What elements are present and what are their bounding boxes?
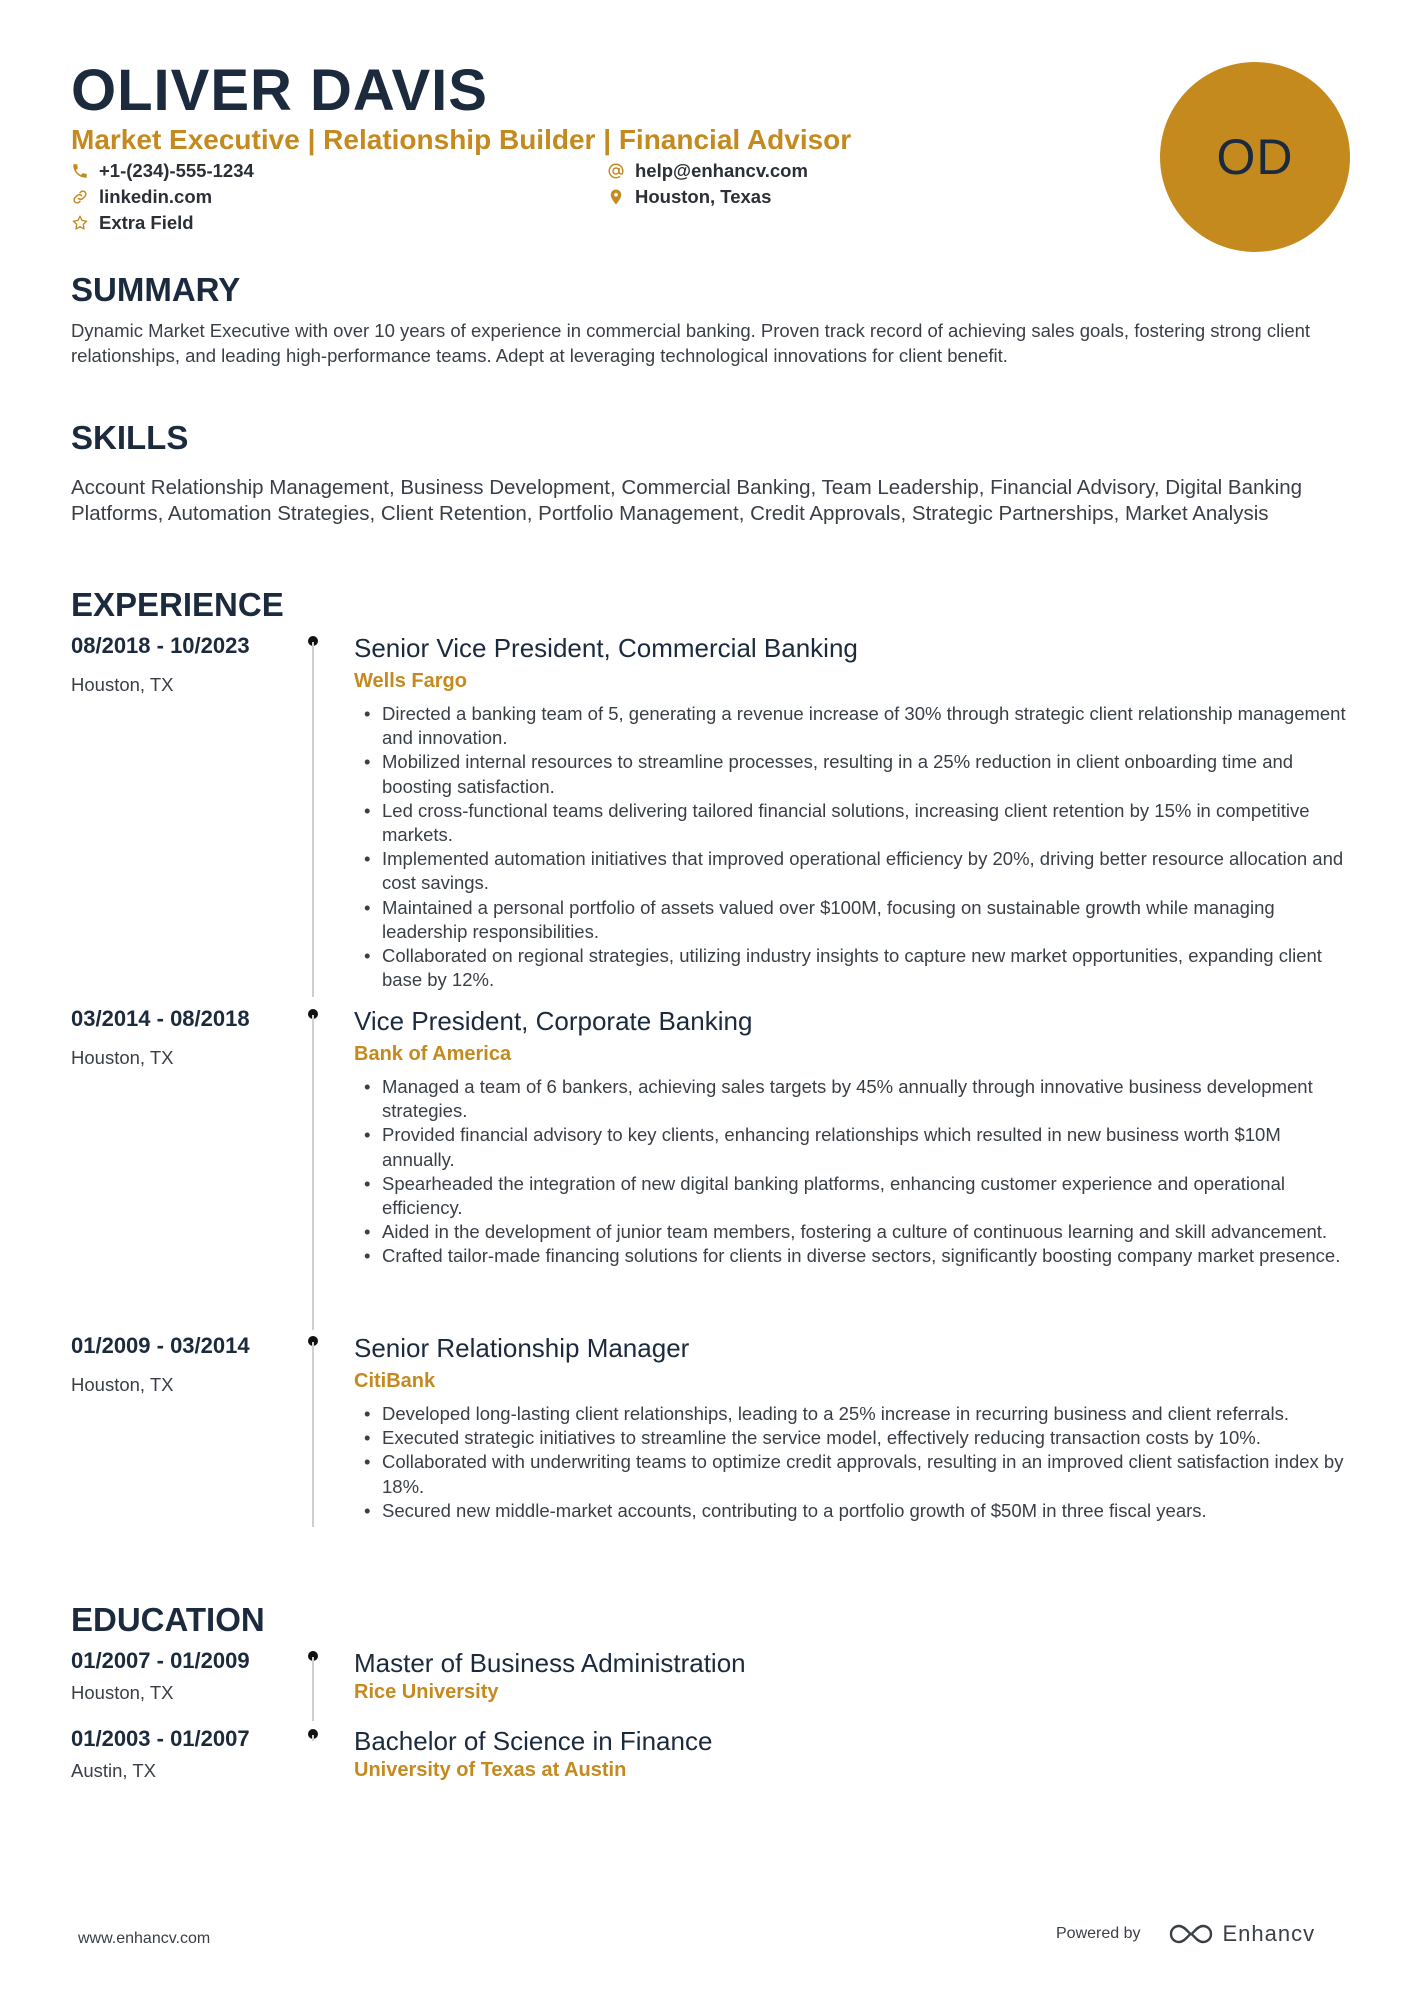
entry-company: Wells Fargo — [354, 670, 467, 692]
contact-phone[interactable] — [71, 159, 254, 183]
skills-title: SKILLS — [71, 419, 189, 456]
list-item: • Secured new middle-market accounts, contributing to a portfolio growth of $50M in three fiscal years. — [354, 1499, 1350, 1523]
list-item: • Managed a team of 6 bankers, achieving sales targets by 45% annually through innovative business development strategies. — [354, 1075, 1350, 1123]
education-title: EDUCATION — [71, 1601, 265, 1638]
entry-dates: 03/2014 - 08/2018 — [71, 1006, 250, 1031]
list-item: • Provided financial advisory to key clients, enhancing relationships which resulted in new business worth $10M annually. — [354, 1123, 1350, 1171]
linkedin-text: linkedin.com — [99, 186, 213, 207]
powered-by-text: Powered by — [1056, 1925, 1141, 1942]
link-icon — [71, 188, 89, 206]
entry-location: Houston, TX — [71, 1682, 174, 1703]
contact-extra — [71, 211, 194, 235]
list-item: • Implemented automation initiatives that improved operational efficiency by 20%, driving better resource allocation and cost savings. — [354, 847, 1350, 895]
summary-text: Dynamic Market Executive with over 10 years of experience in commercial banking. Proven track record of achieving sales goals, fostering strong client relationships, and leading high-performance teams. Adept at leveraging technological innovations for client benefit. — [71, 320, 1311, 366]
list-item: • Spearheaded the integration of new digital banking platforms, enhancing customer experience and operational efficiency. — [354, 1172, 1350, 1220]
timeline-line — [312, 1657, 314, 1721]
at-sign-icon — [607, 162, 625, 180]
location-text: Houston, Texas — [635, 186, 772, 207]
email-text: help@enhancv.com — [635, 160, 808, 181]
entry-bullets — [354, 1402, 1350, 1523]
location-pin-icon — [607, 188, 625, 206]
timeline-line — [312, 1015, 314, 1330]
entry-company: Bank of America — [354, 1043, 512, 1065]
list-item: • Executed strategic initiatives to streamline the service model, effectively reducing transaction costs by 10%. — [354, 1426, 1350, 1450]
phone-text: +1-(234)-555-1234 — [99, 160, 254, 181]
entry-location: Houston, TX — [71, 1047, 174, 1068]
timeline-line — [312, 1342, 314, 1527]
list-item: • Collaborated with underwriting teams to optimize credit approvals, resulting in an improved client satisfaction index by 18%. — [354, 1450, 1350, 1498]
entry-dates: 01/2003 - 01/2007 — [71, 1726, 250, 1751]
entry-bullets — [354, 702, 1350, 992]
footer-branding[interactable] — [1056, 1921, 1315, 1947]
enhancv-logo-icon — [1167, 1921, 1215, 1947]
contact-location — [607, 185, 771, 209]
entry-dates: 01/2007 - 01/2009 — [71, 1648, 250, 1673]
summary-title: SUMMARY — [71, 271, 241, 308]
entry-dates: 01/2009 - 03/2014 — [71, 1333, 250, 1358]
list-item: • Directed a banking team of 5, generating a revenue increase of 30% through strategic client relationship management and innovation. — [354, 702, 1350, 750]
list-item: • Aided in the development of junior team members, fostering a culture of continuous learning and skill advancement. — [354, 1220, 1350, 1244]
phone-icon — [71, 162, 89, 180]
candidate-name: OLIVER DAVIS — [71, 58, 488, 123]
skills-text: Account Relationship Management, Business Development, Commercial Banking, Team Leadership, Financial Advisory, Digital Banking Platforms, Automation Strategies, Client Retention, Portfolio Management, Credit Approvals, Strategic Partnerships, Market Analysis — [71, 476, 1303, 525]
entry-bullets — [354, 1075, 1350, 1269]
entry-company: CitiBank — [354, 1370, 436, 1392]
contact-email[interactable] — [607, 159, 808, 183]
list-item: • Crafted tailor-made financing solutions for clients in diverse sectors, significantly boosting company market presence. — [354, 1244, 1350, 1268]
entry-dates: 08/2018 - 10/2023 — [71, 633, 250, 658]
entry-location: Houston, TX — [71, 674, 174, 695]
entry-location: Austin, TX — [71, 1760, 157, 1781]
entry-school: Rice University — [354, 1681, 499, 1703]
entry-location: Houston, TX — [71, 1374, 174, 1395]
entry-school: University of Texas at Austin — [354, 1759, 627, 1781]
star-icon — [71, 214, 89, 232]
list-item: • Mobilized internal resources to streamline processes, resulting in a 25% reduction in client onboarding time and boosting satisfaction. — [354, 750, 1350, 798]
avatar-initials: OD — [1216, 129, 1294, 185]
entry-role: Senior Vice President, Commercial Banking — [354, 633, 858, 663]
footer-website[interactable]: www.enhancv.com — [78, 1930, 211, 1947]
avatar — [1160, 62, 1350, 252]
candidate-headline: Market Executive | Relationship Builder | Financial Advisor — [71, 124, 852, 155]
timeline-line — [312, 642, 314, 997]
entry-degree: Bachelor of Science in Finance — [354, 1726, 713, 1756]
extra-field-text: Extra Field — [99, 212, 194, 233]
list-item: • Maintained a personal portfolio of assets valued over $100M, focusing on sustainable growth while managing leadership responsibilities. — [354, 896, 1350, 944]
list-item: • Led cross-functional teams delivering tailored financial solutions, increasing client retention by 15% in competitive markets. — [354, 799, 1350, 847]
brand-name: Enhancv — [1222, 1921, 1316, 1946]
experience-title: EXPERIENCE — [71, 586, 284, 623]
entry-role: Senior Relationship Manager — [354, 1333, 690, 1363]
contact-linkedin[interactable] — [71, 185, 212, 209]
list-item: • Collaborated on regional strategies, utilizing industry insights to capture new market opportunities, expanding client base by 12%. — [354, 944, 1350, 992]
entry-role: Vice President, Corporate Banking — [354, 1006, 753, 1036]
list-item: • Developed long-lasting client relationships, leading to a 25% increase in recurring business and client referrals. — [354, 1402, 1350, 1426]
entry-degree: Master of Business Administration — [354, 1648, 746, 1678]
timeline-line — [312, 1735, 314, 1741]
